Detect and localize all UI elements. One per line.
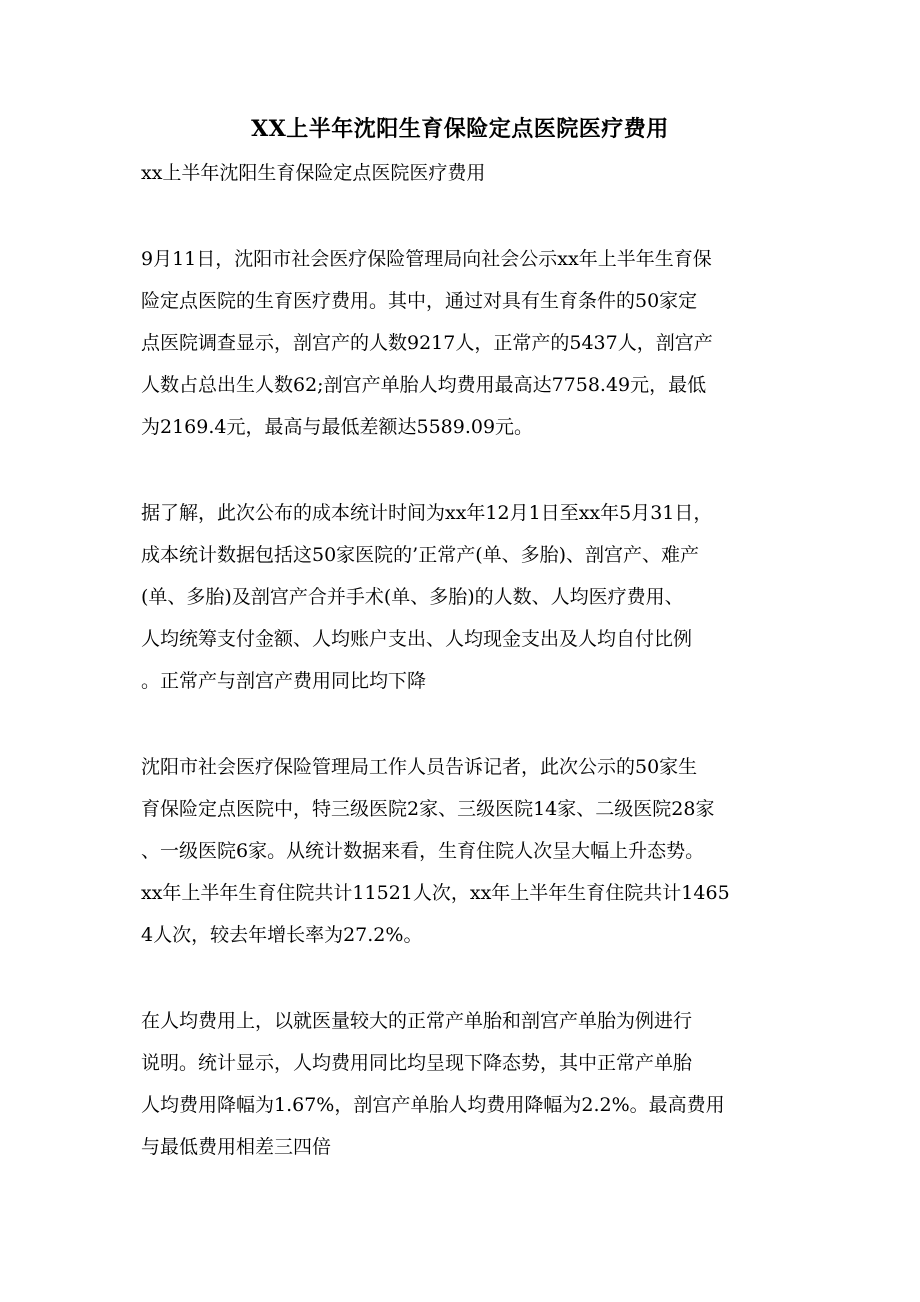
paragraph-line: 与最低费用相差三四倍 [141,1136,332,1158]
paragraph-line: 为2169.4元，最高与最低差额达5589.09元。 [141,416,534,438]
paragraph-4 [141,1000,786,1168]
paragraph-line: 4人次，较去年增长率为27.2%。 [141,924,423,946]
paragraph-line: 、一级医院6家。从统计数据来看，生育住院人次呈大幅上升态势。 [141,840,705,862]
paragraph-line: 9月11日，沈阳市社会医疗保险管理局向社会公示xx年上半年生育保 [141,248,712,270]
document-title: XX上半年沈阳生育保险定点医院医疗费用 [251,116,669,142]
paragraph-line: 在人均费用上，以就医量较大的正常产单胎和剖宫产单胎为例进行 [141,1010,693,1032]
paragraph-line: 育保险定点医院中，特三级医院2家、三级医院14家、二级医院28家 [141,798,715,820]
paragraph-1 [141,238,786,448]
paragraph-line: 险定点医院的生育医疗费用。其中，通过对具有生育条件的50家定 [141,290,698,312]
document-subtitle: xx上半年沈阳生育保险定点医院医疗费用 [141,162,486,184]
paragraph-line: 。正常产与剖宫产费用同比均下降 [141,670,427,692]
paragraph-line: xx年上半年生育住院共计11521人次，xx年上半年生育住院共计1465 [141,882,730,904]
paragraph-3 [141,746,786,956]
paragraph-line: 成本统计数据包括这50家医院的’正常产(单、多胎)、剖宫产、难产 [141,544,700,566]
paragraph-line: 人均统筹支付金额、人均账户支出、人均现金支出及人均自付比例 [141,628,693,650]
paragraph-line: 点医院调查显示，剖宫产的人数9217人，正常产的5437人，剖宫产 [141,332,713,354]
paragraph-line: (单、多胎)及剖宫产合并手术(单、多胎)的人数、人均医疗费用、 [141,586,684,608]
paragraph-line: 说明。统计显示，人均费用同比均呈现下降态势，其中正常产单胎 [141,1052,693,1074]
paragraph-line: 人数占总出生人数62;剖宫产单胎人均费用最高达7758.49元，最低 [141,374,707,396]
paragraph-line: 据了解，此次公布的成本统计时间为xx年12月1日至xx年5月31日， [141,502,713,524]
paragraph-2 [141,492,786,702]
paragraph-line: 沈阳市社会医疗保险管理局工作人员告诉记者，此次公示的50家生 [141,756,698,778]
paragraph-line: 人均费用降幅为1.67%，剖宫产单胎人均费用降幅为2.2%。最高费用 [141,1094,725,1116]
